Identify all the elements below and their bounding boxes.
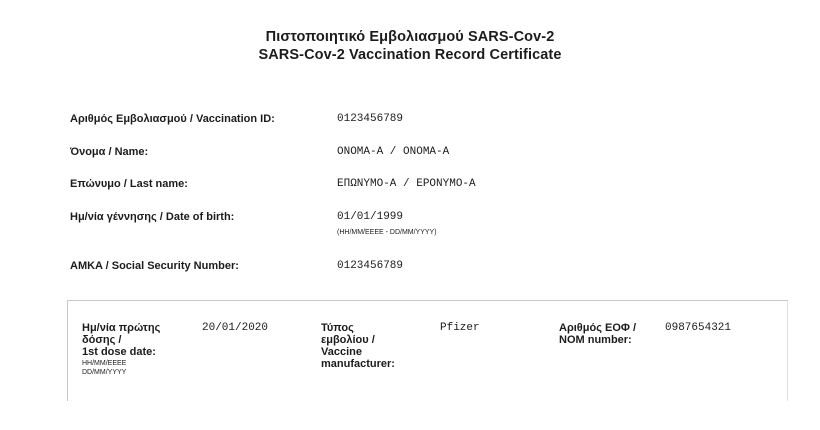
vaccination-id-value: 0123456789 xyxy=(337,113,404,125)
first-dose-date-label xyxy=(82,322,161,376)
vaccine-manufacturer-value: Pfizer xyxy=(440,322,480,334)
vaccine-manufacturer-label xyxy=(321,322,395,370)
manufacturer-label-line: Τύπος xyxy=(321,322,354,334)
manufacturer-label-line: Vaccine xyxy=(321,346,362,358)
first-name-label: Όνομα / Name: xyxy=(70,146,149,158)
first-dose-format-line: HH/MM/EEEE xyxy=(82,360,127,367)
first-dose-label-line: Ημ/νία πρώτης xyxy=(82,322,161,334)
certificate-title-greek: Πιστοποιητικό Εμβολιασμού SARS-Cov-2 xyxy=(265,29,555,45)
last-name-value: ΕΠΩΝΥΜΟ-Α / EPONYMO-A xyxy=(337,178,476,190)
first-dose-label-line: 1st dose date: xyxy=(82,346,156,358)
eof-label-line: Αριθμός ΕΟΦ / xyxy=(559,322,637,334)
first-dose-format-line: DD/MM/YYYY xyxy=(82,369,127,376)
first-dose-label-line: δόσης / xyxy=(82,334,122,346)
date-of-birth-value: 01/01/1999 xyxy=(337,211,404,223)
manufacturer-label-line: manufacturer: xyxy=(321,358,395,370)
vaccination-id-label: Αριθμός Εμβολιασμού / Vaccination ID: xyxy=(70,113,275,125)
certificate-title-english: SARS-Cov-2 Vaccination Record Certificate xyxy=(258,47,562,63)
date-of-birth-format-hint: (HH/MM/EEEE - DD/MM/YYYY) xyxy=(337,229,437,236)
first-name-value: ONOMA-A / ONOMA-A xyxy=(337,146,450,158)
eof-label-line: NOM number: xyxy=(559,334,632,346)
eof-number-value: 0987654321 xyxy=(665,322,732,334)
first-dose-date-value: 20/01/2020 xyxy=(202,322,269,334)
amka-label: AMKA / Social Security Number: xyxy=(70,260,239,272)
manufacturer-label-line: εμβολίου / xyxy=(321,334,375,346)
first-dose-format-hint xyxy=(82,359,172,377)
dose-details-box xyxy=(67,300,788,401)
date-of-birth-label: Ημ/νία γέννησης / Date of birth: xyxy=(70,211,235,223)
eof-number-label xyxy=(559,322,636,346)
amka-value: 0123456789 xyxy=(337,260,404,272)
last-name-label: Επώνυμο / Last name: xyxy=(70,178,188,190)
